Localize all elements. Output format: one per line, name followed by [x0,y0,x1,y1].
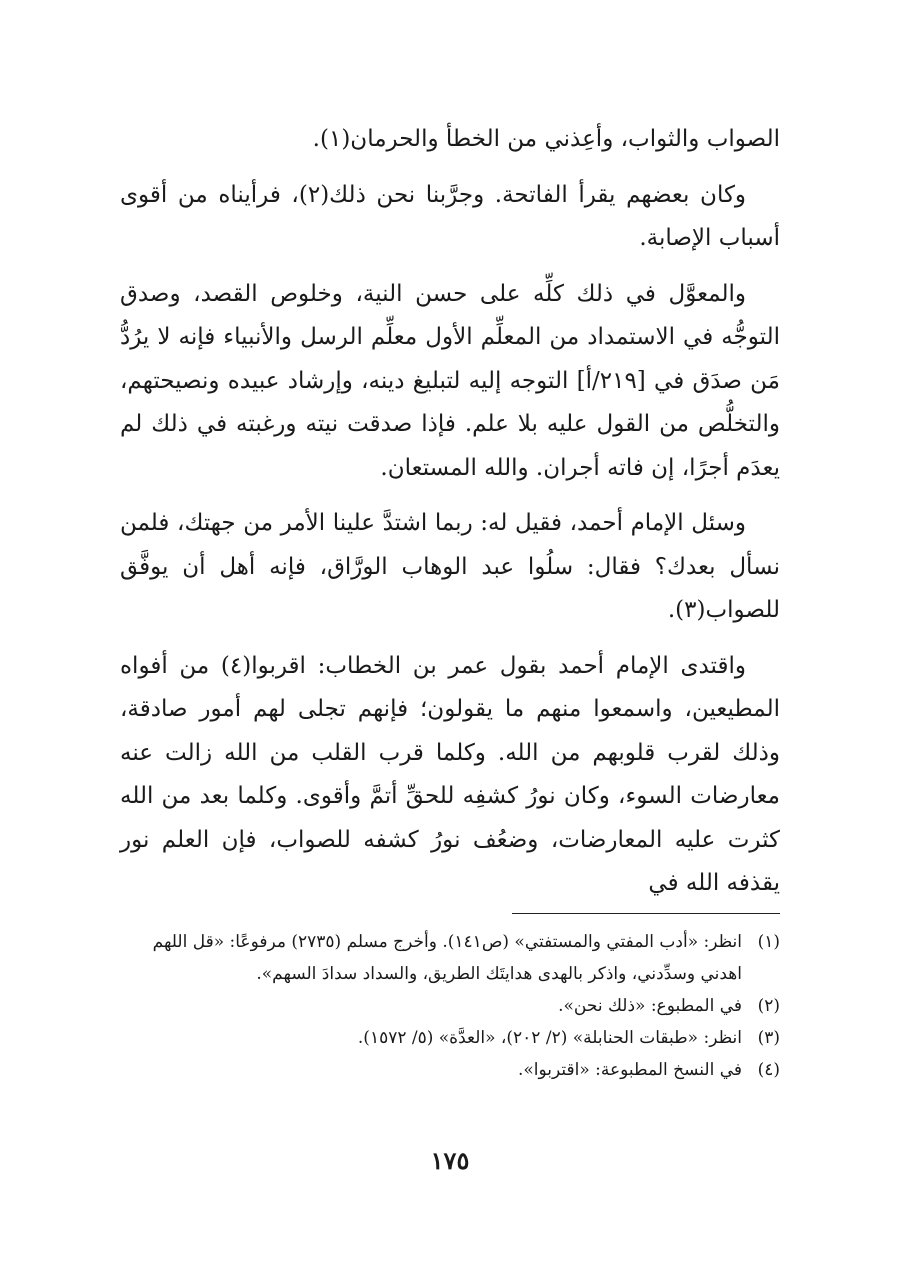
footnote-3 [120,1022,780,1054]
footnote-text: في النسخ المطبوعة: «اقتربوا». [517,1060,742,1080]
footnote-text: في المطبوع: «ذلك نحن». [558,996,742,1016]
footnotes [120,926,780,1086]
footnote-number: (٣) [757,1028,780,1048]
page-number: ١٧٥ [430,1146,470,1175]
footnote-2 [120,990,780,1022]
footnote-number: (٢) [757,996,780,1016]
paragraph-5: واقتدى الإمام أحمد بقول عمر بن الخطاب: اقربوا(٤) من أفواه المطيعين، واسمعوا منهم ما يقولون؛ فإنهم تجلى لهم أمور صادقة، وذلك لقرب قلوبهم من الله. وكلما قرب القلب من الله زالت عنه معارضات السوء، وكان نورُ كشفِه للحقِّ أتمَّ وأقوى. وكلما بعد من الله كثرت عليه المعارضات، وضعُف نورُ كشفه للصواب، فإن العلم نور يقذفه الله في [120,652,780,896]
paragraph-1: الصواب والثواب، وأعِذني من الخطأ والحرمان(١). [312,126,780,152]
footnote-number: (١) [757,932,780,952]
paragraph-2: وكان بعضهم يقرأ الفاتحة. وجرَّبنا نحن ذلك(٢)، فرأيناه من أقوى أسباب الإصابة. [120,181,780,251]
footnote-number: (٤) [757,1060,780,1080]
paragraph-4: وسئل الإمام أحمد، فقيل له: ربما اشتدَّ علينا الأمر من جهتك، فلمن نسأل بعدك؟ فقال: سلُوا عبد الوهاب الورَّاق، فإنه أهل أن يوفَّق للصواب(٣). [120,510,780,623]
footnote-divider [512,913,780,914]
footnote-4 [120,1054,780,1086]
footnote-text: انظر: «طبقات الحنابلة» (٢/ ٢٠٢)، «العدَّة» (٥/ ١٥٧٢). [357,1028,742,1048]
paragraph-3: والمعوَّل في ذلك كلِّه على حسن النية، وخلوص القصد، وصدق التوجُّه في الاستمداد من المعلِّم الأول معلِّم الرسل والأنبياء فإنه لا يرُدُّ مَن صدَق في [٢١٩/أ] التوجه إليه لتبليغ دينه، وإرشاد عبيده ونصيحتهم، والتخلُّص من القول عليه بلا علم. فإذا صدقت نيته ورغبته في ذلك لم يعدَم أجرًا، إن فاته أجران. والله المستعان. [120,280,780,481]
footnote-text: انظر: «أدب المفتي والمستفتي» (ص١٤١). وأخرج مسلم (٢٧٣٥) مرفوعًا: «قل اللهم اهدني وسدِّدني، واذكر بالهدى هدايتَك الطريق، والسداد سدادَ السهم». [152,932,742,984]
footnote-1 [120,926,780,990]
